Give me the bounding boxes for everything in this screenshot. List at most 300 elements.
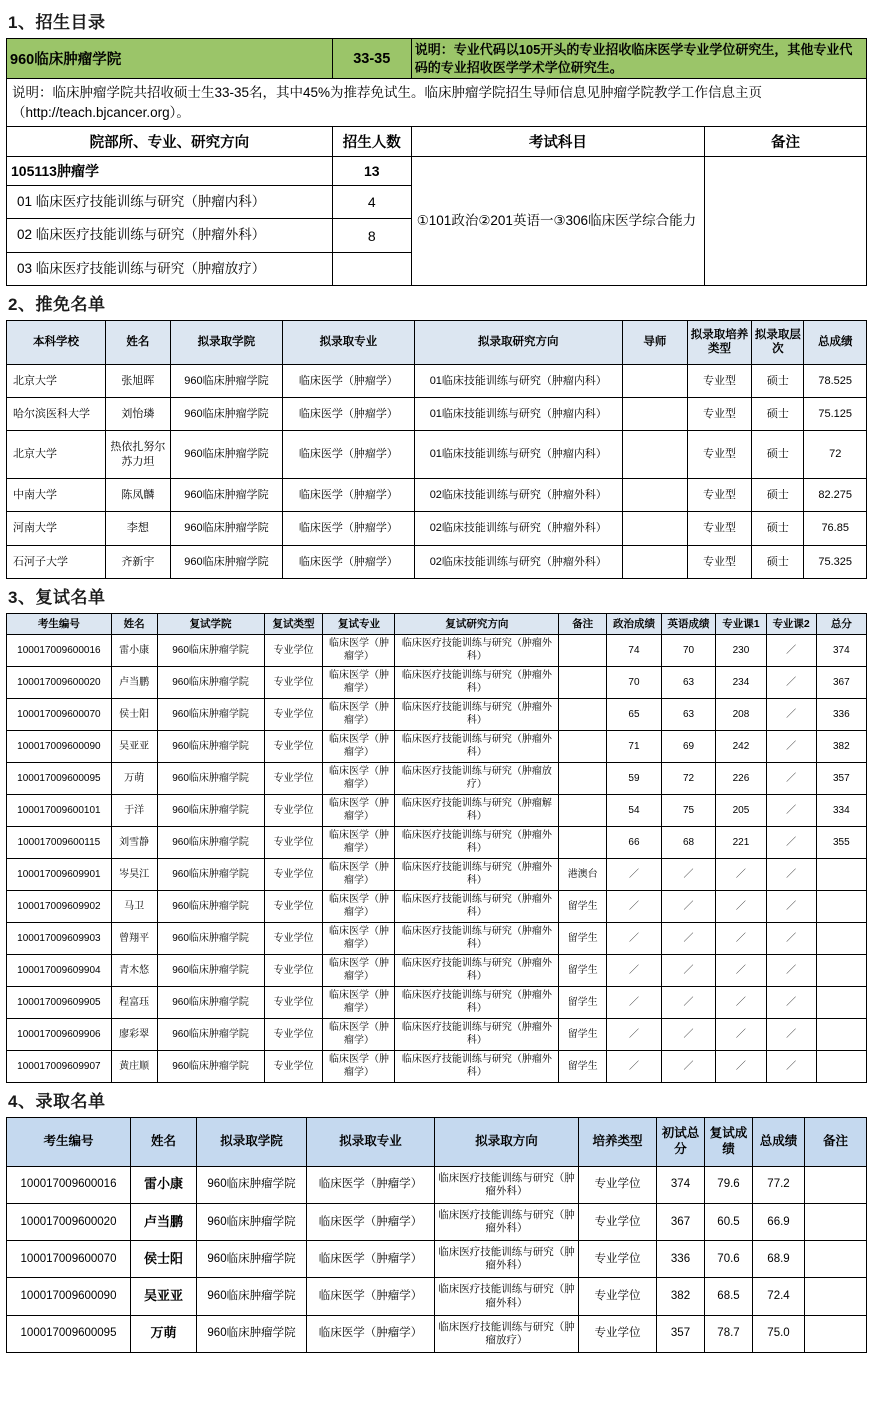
cell-major1: ／ <box>716 923 766 955</box>
luqu-header-college: 拟录取学院 <box>197 1118 307 1166</box>
cell-major: 临床医学（肿瘤学） <box>307 1203 435 1240</box>
cell-college: 960临床肿瘤学院 <box>157 827 264 859</box>
cell-major2: ／ <box>766 923 816 955</box>
cell-id: 100017009600070 <box>7 1241 131 1278</box>
cell-major2: ／ <box>766 891 816 923</box>
cell-major: 临床医学（肿瘤学） <box>283 364 414 397</box>
table-row <box>7 1241 867 1278</box>
cell-college: 960临床肿瘤学院 <box>157 795 264 827</box>
cell-retest-score: 78.7 <box>705 1315 753 1352</box>
catalog-green-note: 说明：专业代码以105开头的专业招收临床医学专业学位研究生，其他专业代码的专业招收医学学术学位研究生。 <box>411 39 866 79</box>
cell-college: 960临床肿瘤学院 <box>197 1203 307 1240</box>
cell-name: 吴亚亚 <box>131 1278 197 1315</box>
catalog-quota: 33-35 <box>332 39 411 79</box>
cell-major: 临床医学（肿瘤学） <box>323 891 395 923</box>
table-row <box>7 545 867 578</box>
cell-college: 960临床肿瘤学院 <box>170 364 283 397</box>
cell-id: 100017009600016 <box>7 1166 131 1203</box>
fushi-table <box>6 613 867 1084</box>
cell-type: 专业学位 <box>264 827 323 859</box>
cell-remark <box>559 827 607 859</box>
cell-id: 100017009609903 <box>7 923 112 955</box>
cell-remark: 留学生 <box>559 987 607 1019</box>
cell-major1: 230 <box>716 635 766 667</box>
cell-major1: 205 <box>716 795 766 827</box>
cell-id: 100017009609902 <box>7 891 112 923</box>
cell-major2: ／ <box>766 731 816 763</box>
cell-major: 临床医学（肿瘤学） <box>307 1278 435 1315</box>
luqu-header-row <box>7 1118 867 1166</box>
cell-english: ／ <box>661 923 716 955</box>
cell-college: 960临床肿瘤学院 <box>197 1278 307 1315</box>
cell-score: 82.275 <box>804 478 867 511</box>
cell-english: 72 <box>661 763 716 795</box>
table-row <box>7 955 867 987</box>
cell-politics: ／ <box>607 955 662 987</box>
cell-major2: ／ <box>766 1051 816 1083</box>
cell-type: 专业学位 <box>264 1051 323 1083</box>
cell-remark: 留学生 <box>559 1051 607 1083</box>
cell-name: 张旭晖 <box>106 364 171 397</box>
cell-retest-score: 70.6 <box>705 1241 753 1278</box>
cell-english: 63 <box>661 699 716 731</box>
cell-college: 960临床肿瘤学院 <box>197 1315 307 1352</box>
cell-direction: 临床医疗技能训练与研究（肿瘤外科） <box>395 667 559 699</box>
cell-politics: ／ <box>607 1019 662 1051</box>
cell-type: 专业学位 <box>264 667 323 699</box>
cell-direction: 临床医疗技能训练与研究（肿瘤外科） <box>395 731 559 763</box>
cell-score: 75.325 <box>804 545 867 578</box>
section-title-catalog: 1、招生目录 <box>8 13 106 32</box>
cell-id: 100017009600115 <box>7 827 112 859</box>
fushi-header-major2: 专业课2 <box>766 613 816 635</box>
cell-major1: 208 <box>716 699 766 731</box>
cell-type: 专业学位 <box>264 891 323 923</box>
cell-direction: 临床医疗技能训练与研究（肿瘤外科） <box>395 699 559 731</box>
cell-college: 960临床肿瘤学院 <box>157 731 264 763</box>
cell-major2: ／ <box>766 955 816 987</box>
cell-english: 75 <box>661 795 716 827</box>
tuimian-header-school: 本科学校 <box>7 320 106 364</box>
cell-level: 硕士 <box>752 478 804 511</box>
cell-college: 960临床肿瘤学院 <box>170 398 283 431</box>
cell-id: 100017009609901 <box>7 859 112 891</box>
cell-english: ／ <box>661 1019 716 1051</box>
cell-total: 355 <box>816 827 866 859</box>
cell-remark <box>805 1203 867 1240</box>
cell-direction: 01临床技能训练与研究（肿瘤内科） <box>414 431 622 479</box>
cell-college: 960临床肿瘤学院 <box>170 512 283 545</box>
cell-college: 960临床肿瘤学院 <box>157 1051 264 1083</box>
table-row <box>7 699 867 731</box>
cell-english: ／ <box>661 955 716 987</box>
cell-major: 临床医学（肿瘤学） <box>307 1241 435 1278</box>
tuimian-header-type: 拟录取培养类型 <box>687 320 752 364</box>
cell-name: 马卫 <box>111 891 157 923</box>
cell-retest-score: 60.5 <box>705 1203 753 1240</box>
cell-remark <box>805 1241 867 1278</box>
cell-score: 78.525 <box>804 364 867 397</box>
cell-direction: 01临床技能训练与研究（肿瘤内科） <box>414 364 622 397</box>
cell-id: 100017009600090 <box>7 731 112 763</box>
cell-level: 硕士 <box>752 545 804 578</box>
tuimian-header-name: 姓名 <box>106 320 171 364</box>
cell-direction: 临床医疗技能训练与研究（肿瘤外科） <box>435 1203 579 1240</box>
cell-school: 北京大学 <box>7 364 106 397</box>
cell-name: 廖彩翠 <box>111 1019 157 1051</box>
cell-name: 雷小康 <box>131 1166 197 1203</box>
cell-college: 960临床肿瘤学院 <box>157 1019 264 1051</box>
cell-total: 334 <box>816 795 866 827</box>
cell-type: 专业学位 <box>264 763 323 795</box>
table-row <box>7 1019 867 1051</box>
cell-direction: 临床医疗技能训练与研究（肿瘤外科） <box>395 1051 559 1083</box>
catalog-direction-count <box>332 252 411 285</box>
cell-score: 75.125 <box>804 398 867 431</box>
cell-total: 374 <box>816 635 866 667</box>
cell-level: 硕士 <box>752 398 804 431</box>
cell-advisor <box>623 512 688 545</box>
cell-total <box>816 955 866 987</box>
fushi-header-direction: 复试研究方向 <box>395 613 559 635</box>
cell-id: 100017009600090 <box>7 1278 131 1315</box>
cell-total: 367 <box>816 667 866 699</box>
cell-type: 专业学位 <box>264 859 323 891</box>
luqu-header-type: 培养类型 <box>579 1118 657 1166</box>
cell-retest-score: 68.5 <box>705 1278 753 1315</box>
cell-id: 100017009600020 <box>7 667 112 699</box>
cell-type: 专业学位 <box>264 731 323 763</box>
cell-politics: ／ <box>607 1051 662 1083</box>
cell-college: 960临床肿瘤学院 <box>197 1241 307 1278</box>
tuimian-header-advisor: 导师 <box>623 320 688 364</box>
cell-id: 100017009600020 <box>7 1203 131 1240</box>
cell-initial-score: 336 <box>657 1241 705 1278</box>
cell-remark: 留学生 <box>559 923 607 955</box>
cell-name: 李想 <box>106 512 171 545</box>
cell-major: 临床医学（肿瘤学） <box>323 763 395 795</box>
cell-major2: ／ <box>766 795 816 827</box>
cell-english: ／ <box>661 1051 716 1083</box>
cell-major1: 226 <box>716 763 766 795</box>
cell-id: 100017009600095 <box>7 1315 131 1352</box>
cell-total <box>816 1019 866 1051</box>
cell-type: 专业学位 <box>579 1315 657 1352</box>
cell-level: 硕士 <box>752 431 804 479</box>
cell-major1: ／ <box>716 987 766 1019</box>
cell-advisor <box>623 478 688 511</box>
cell-name: 吴亚亚 <box>111 731 157 763</box>
table-row <box>7 987 867 1019</box>
cell-politics: 54 <box>607 795 662 827</box>
cell-name: 侯士阳 <box>111 699 157 731</box>
table-row <box>7 1166 867 1203</box>
cell-direction: 临床医疗技能训练与研究（肿瘤外科） <box>395 827 559 859</box>
cell-name: 热依扎努尔苏力坦 <box>106 431 171 479</box>
table-row <box>7 431 867 479</box>
catalog-header-remark: 备注 <box>705 127 867 157</box>
cell-total-score: 66.9 <box>753 1203 805 1240</box>
cell-remark <box>559 667 607 699</box>
cell-major: 临床医学（肿瘤学） <box>323 1051 395 1083</box>
tuimian-table <box>6 320 867 579</box>
table-row <box>7 635 867 667</box>
cell-major: 临床医学（肿瘤学） <box>323 955 395 987</box>
cell-politics: ／ <box>607 891 662 923</box>
cell-direction: 临床医疗技能训练与研究（肿瘤外科） <box>435 1278 579 1315</box>
cell-college: 960临床肿瘤学院 <box>157 699 264 731</box>
section-title-luqu: 4、录取名单 <box>8 1092 106 1112</box>
luqu-header-remark: 备注 <box>805 1118 867 1166</box>
catalog-subject: ①101政治②201英语一③306临床医学综合能力 <box>411 157 704 286</box>
cell-college: 960临床肿瘤学院 <box>197 1166 307 1203</box>
cell-direction: 02临床技能训练与研究（肿瘤外科） <box>414 512 622 545</box>
cell-direction: 临床医疗技能训练与研究（肿瘤放疗） <box>395 763 559 795</box>
table-row <box>7 827 867 859</box>
cell-major: 临床医学（肿瘤学） <box>283 478 414 511</box>
cell-total <box>816 859 866 891</box>
cell-level: 硕士 <box>752 364 804 397</box>
cell-major: 临床医学（肿瘤学） <box>323 923 395 955</box>
cell-major2: ／ <box>766 987 816 1019</box>
cell-name: 万萌 <box>111 763 157 795</box>
fushi-header-politics: 政治成绩 <box>607 613 662 635</box>
cell-type: 专业学位 <box>579 1278 657 1315</box>
catalog-major-row <box>7 157 867 186</box>
cell-major2: ／ <box>766 667 816 699</box>
cell-direction: 临床医疗技能训练与研究（肿瘤外科） <box>435 1166 579 1203</box>
fushi-header-college: 复试学院 <box>157 613 264 635</box>
cell-type: 专业学位 <box>579 1241 657 1278</box>
table-row <box>7 923 867 955</box>
cell-major: 临床医学（肿瘤学） <box>323 635 395 667</box>
fushi-header-type: 复试类型 <box>264 613 323 635</box>
cell-remark <box>559 635 607 667</box>
cell-id: 100017009609907 <box>7 1051 112 1083</box>
cell-major1: 234 <box>716 667 766 699</box>
table-row <box>7 667 867 699</box>
catalog-major-count: 13 <box>332 157 411 186</box>
luqu-header-total-score: 总成绩 <box>753 1118 805 1166</box>
cell-total <box>816 923 866 955</box>
catalog-note-row <box>7 79 867 127</box>
cell-college: 960临床肿瘤学院 <box>157 859 264 891</box>
cell-direction: 临床医疗技能训练与研究（肿瘤外科） <box>435 1241 579 1278</box>
cell-name: 刘雪静 <box>111 827 157 859</box>
cell-major: 临床医学（肿瘤学） <box>323 1019 395 1051</box>
cell-name: 黄庄顺 <box>111 1051 157 1083</box>
cell-english: 69 <box>661 731 716 763</box>
cell-direction: 临床医疗技能训练与研究（肿瘤外科） <box>395 987 559 1019</box>
fushi-header-english: 英语成绩 <box>661 613 716 635</box>
fushi-header-id: 考生编号 <box>7 613 112 635</box>
cell-direction: 临床医疗技能训练与研究（肿瘤外科） <box>395 891 559 923</box>
cell-type: 专业学位 <box>264 955 323 987</box>
cell-english: ／ <box>661 891 716 923</box>
cell-type: 专业学位 <box>579 1166 657 1203</box>
cell-college: 960临床肿瘤学院 <box>170 545 283 578</box>
cell-college: 960临床肿瘤学院 <box>157 763 264 795</box>
cell-remark <box>559 763 607 795</box>
cell-initial-score: 367 <box>657 1203 705 1240</box>
cell-name: 陈凤麟 <box>106 478 171 511</box>
cell-initial-score: 374 <box>657 1166 705 1203</box>
cell-id: 100017009609905 <box>7 987 112 1019</box>
tuimian-header-level: 拟录取层次 <box>752 320 804 364</box>
cell-total <box>816 987 866 1019</box>
cell-id: 100017009609906 <box>7 1019 112 1051</box>
tuimian-header-major: 拟录取专业 <box>283 320 414 364</box>
section-title-fushi: 3、复试名单 <box>8 587 106 607</box>
cell-major1: 242 <box>716 731 766 763</box>
table-row <box>7 795 867 827</box>
luqu-header-name: 姓名 <box>131 1118 197 1166</box>
cell-name: 雷小康 <box>111 635 157 667</box>
fushi-header-remark: 备注 <box>559 613 607 635</box>
section-title-tuimian: 2、推免名单 <box>8 294 106 314</box>
cell-direction: 02临床技能训练与研究（肿瘤外科） <box>414 478 622 511</box>
cell-initial-score: 357 <box>657 1315 705 1352</box>
cell-remark: 留学生 <box>559 891 607 923</box>
cell-type: 专业学位 <box>264 795 323 827</box>
cell-total-score: 75.0 <box>753 1315 805 1352</box>
cell-remark <box>559 699 607 731</box>
catalog-direction-name: 02 临床医疗技能训练与研究（肿瘤外科） <box>7 219 333 252</box>
catalog-college: 960临床肿瘤学院 <box>7 39 333 79</box>
cell-direction: 临床医疗技能训练与研究（肿瘤外科） <box>395 635 559 667</box>
cell-type: 专业型 <box>687 512 752 545</box>
cell-name: 曾翔平 <box>111 923 157 955</box>
cell-major2: ／ <box>766 1019 816 1051</box>
tuimian-header-score: 总成绩 <box>804 320 867 364</box>
cell-advisor <box>623 398 688 431</box>
cell-direction: 临床医疗技能训练与研究（肿瘤外科） <box>395 923 559 955</box>
cell-major: 临床医学（肿瘤学） <box>307 1166 435 1203</box>
table-row <box>7 859 867 891</box>
luqu-header-retest-score: 复试成绩 <box>705 1118 753 1166</box>
cell-type: 专业学位 <box>264 1019 323 1051</box>
cell-name: 岑昊江 <box>111 859 157 891</box>
cell-remark: 港澳台 <box>559 859 607 891</box>
table-row <box>7 512 867 545</box>
cell-politics: 71 <box>607 731 662 763</box>
cell-advisor <box>623 364 688 397</box>
cell-major: 临床医学（肿瘤学） <box>323 699 395 731</box>
cell-college: 960临床肿瘤学院 <box>157 955 264 987</box>
table-row <box>7 1203 867 1240</box>
cell-name: 卢当鹏 <box>131 1203 197 1240</box>
cell-college: 960临床肿瘤学院 <box>170 478 283 511</box>
cell-remark: 留学生 <box>559 955 607 987</box>
cell-total: 382 <box>816 731 866 763</box>
cell-major: 临床医学（肿瘤学） <box>307 1315 435 1352</box>
catalog-header-count: 招生人数 <box>332 127 411 157</box>
cell-english: ／ <box>661 859 716 891</box>
cell-type: 专业学位 <box>264 987 323 1019</box>
cell-school: 中南大学 <box>7 478 106 511</box>
fushi-header-name: 姓名 <box>111 613 157 635</box>
luqu-header-direction: 拟录取方向 <box>435 1118 579 1166</box>
cell-major2: ／ <box>766 763 816 795</box>
cell-id: 100017009600016 <box>7 635 112 667</box>
cell-college: 960临床肿瘤学院 <box>157 923 264 955</box>
cell-major1: ／ <box>716 1019 766 1051</box>
tuimian-header-row <box>7 320 867 364</box>
cell-major2: ／ <box>766 827 816 859</box>
cell-politics: ／ <box>607 859 662 891</box>
fushi-header-row <box>7 613 867 635</box>
cell-major1: 221 <box>716 827 766 859</box>
catalog-direction-name: 03 临床医疗技能训练与研究（肿瘤放疗） <box>7 252 333 285</box>
cell-major: 临床医学（肿瘤学） <box>323 859 395 891</box>
cell-major: 临床医学（肿瘤学） <box>283 512 414 545</box>
table-row <box>7 891 867 923</box>
cell-type: 专业型 <box>687 364 752 397</box>
cell-retest-score: 79.6 <box>705 1166 753 1203</box>
cell-total: 336 <box>816 699 866 731</box>
cell-name: 刘怡璘 <box>106 398 171 431</box>
cell-total-score: 68.9 <box>753 1241 805 1278</box>
catalog-header-subject: 考试科目 <box>411 127 704 157</box>
cell-english: 63 <box>661 667 716 699</box>
cell-id: 100017009600095 <box>7 763 112 795</box>
cell-type: 专业学位 <box>264 923 323 955</box>
cell-major: 临床医学（肿瘤学） <box>283 545 414 578</box>
luqu-header-id: 考生编号 <box>7 1118 131 1166</box>
cell-type: 专业型 <box>687 478 752 511</box>
cell-total-score: 77.2 <box>753 1166 805 1203</box>
cell-name: 青木悠 <box>111 955 157 987</box>
cell-major: 临床医学（肿瘤学） <box>323 987 395 1019</box>
tuimian-header-direction: 拟录取研究方向 <box>414 320 622 364</box>
table-row <box>7 1051 867 1083</box>
cell-english: 68 <box>661 827 716 859</box>
fushi-header-total: 总分 <box>816 613 866 635</box>
cell-major2: ／ <box>766 699 816 731</box>
catalog-note: 说明：临床肿瘤学院共招收硕士生33-35名，其中45%为推荐免试生。临床肿瘤学院招生导师信息见肿瘤学院教学工作信息主页（http://teach.bjcancer.org）。 <box>7 79 867 127</box>
cell-major1: ／ <box>716 891 766 923</box>
table-row <box>7 731 867 763</box>
cell-name: 程富珏 <box>111 987 157 1019</box>
cell-remark: 留学生 <box>559 1019 607 1051</box>
table-row <box>7 478 867 511</box>
catalog-direction-name: 01 临床医疗技能训练与研究（肿瘤内科） <box>7 186 333 219</box>
cell-total: 357 <box>816 763 866 795</box>
cell-major2: ／ <box>766 635 816 667</box>
table-row <box>7 398 867 431</box>
cell-level: 硕士 <box>752 512 804 545</box>
cell-name: 万萌 <box>131 1315 197 1352</box>
cell-type: 专业型 <box>687 398 752 431</box>
catalog-remark <box>705 157 867 286</box>
cell-total <box>816 1051 866 1083</box>
cell-school: 哈尔滨医科大学 <box>7 398 106 431</box>
cell-college: 960临床肿瘤学院 <box>157 667 264 699</box>
table-row <box>7 763 867 795</box>
cell-politics: 74 <box>607 635 662 667</box>
cell-advisor <box>623 545 688 578</box>
table-row <box>7 364 867 397</box>
cell-name: 卢当鹏 <box>111 667 157 699</box>
cell-id: 100017009600101 <box>7 795 112 827</box>
cell-type: 专业型 <box>687 431 752 479</box>
cell-english: 70 <box>661 635 716 667</box>
cell-major: 临床医学（肿瘤学） <box>283 398 414 431</box>
cell-id: 100017009600070 <box>7 699 112 731</box>
cell-english: ／ <box>661 987 716 1019</box>
cell-advisor <box>623 431 688 479</box>
cell-score: 72 <box>804 431 867 479</box>
